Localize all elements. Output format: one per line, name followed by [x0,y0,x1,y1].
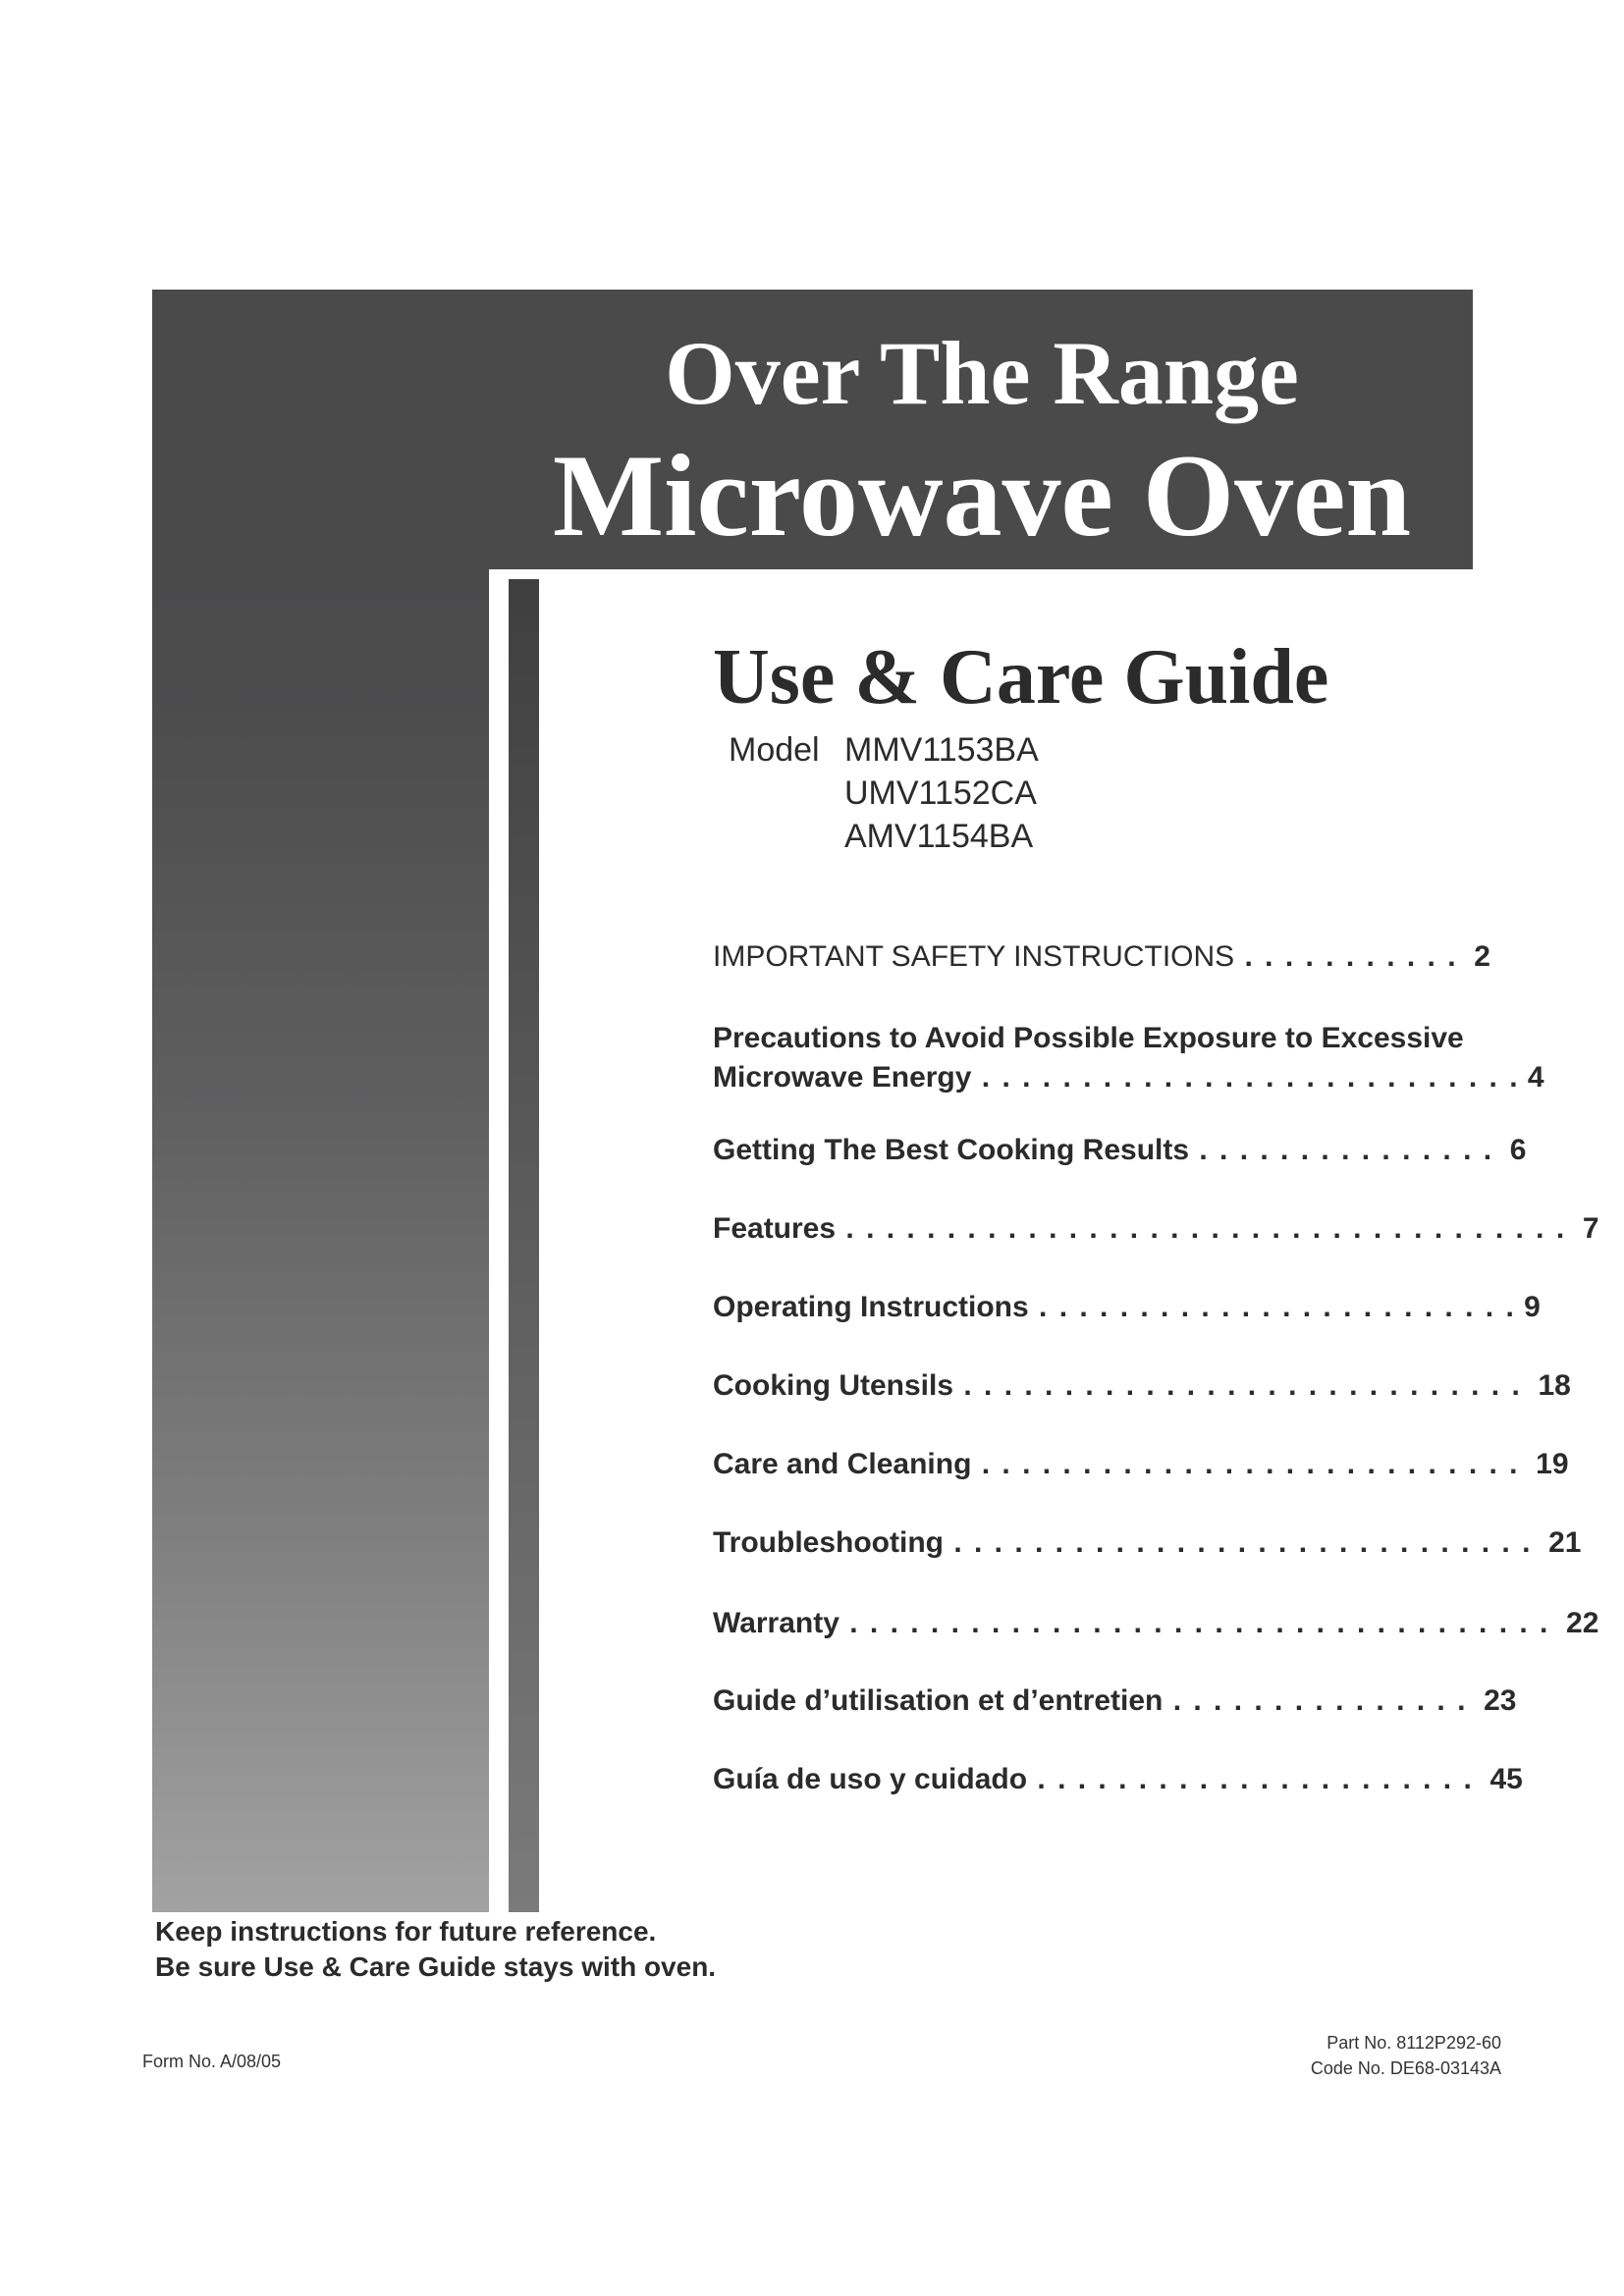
toc-leader: . . . . . . . . . . . . . . . . . . . . . . . . . . . . . [943,1526,1533,1559]
toc-entry-features[interactable] [713,1209,1599,1249]
toc-label: Warranty [713,1607,839,1639]
part-number: Part No. 8112P292-60 [1326,2033,1501,2053]
toc-page: 23 [1484,1684,1517,1717]
toc-entry-troubleshooting[interactable] [713,1523,1582,1563]
toc-leader: . . . . . . . . . . . [1234,940,1458,973]
toc-page: 45 [1489,1763,1523,1795]
toc-entry-cooking-results[interactable] [713,1131,1527,1170]
cover-title-line2: Microwave Oven [552,430,1412,561]
toc-entry-safety[interactable] [713,937,1489,977]
form-number: Form No. A/08/05 [142,2052,282,2071]
keep-note-line1: Keep instructions for future reference. [155,1916,657,1947]
toc-label: Getting The Best Cooking Results [713,1134,1190,1166]
toc-label: Troubleshooting [713,1526,944,1559]
keep-note-line2: Be sure Use & Care Guide stays with oven. [155,1951,717,1982]
toc-label-continued: Microwave Energy [713,1061,972,1094]
toc-leader: . . . . . . . . . . . . . . . . . . . . . . . . . . . [971,1448,1520,1480]
toc-page: 22 [1566,1607,1599,1639]
toc-leader: . . . . . . . . . . . . . . . . . . . . . . . . . . . . [953,1369,1522,1402]
toc-page: 9 [1524,1291,1541,1323]
toc-entry-guia-espanol[interactable] [713,1760,1523,1799]
toc-leader: . . . . . . . . . . . . . . . . . . . . . . . . . . . [971,1061,1520,1094]
toc-label: Guía de uso y cuidado [713,1763,1028,1795]
toc-label: Precautions to Avoid Possible Exposure to Excessive [713,1022,1464,1054]
toc-leader: . . . . . . . . . . . . . . . . . . . . . . . . . . . . . . . . . . . [839,1607,1550,1639]
toc-label: Care and Cleaning [713,1448,972,1480]
toc-entry-care-cleaning[interactable] [713,1445,1569,1484]
toc-entry-utensils[interactable] [713,1366,1571,1406]
toc-label: Features [713,1212,837,1245]
toc-page: 4 [1527,1061,1544,1094]
toc-leader: . . . . . . . . . . . . . . . . . . . . . . . . [1028,1291,1516,1323]
part-code-block [1311,2030,1501,2081]
toc-page: 6 [1509,1134,1527,1166]
toc-page: 2 [1474,940,1490,973]
toc-page: 7 [1582,1212,1599,1245]
model-list [729,728,1039,858]
toc-leader: . . . . . . . . . . . . . . . [1189,1134,1494,1166]
toc-label: Guide d’utilisation et d’entretien [713,1684,1164,1717]
toc-entry-warranty[interactable] [713,1604,1599,1643]
model-number: MMV1153BA [844,731,1039,769]
toc-leader: . . . . . . . . . . . . . . . . . . . . . . [1027,1763,1474,1795]
toc-entry-operating[interactable] [713,1288,1541,1327]
toc-entry-precautions[interactable] [713,1019,1544,1097]
toc-page: 19 [1536,1448,1569,1480]
toc-page: 21 [1548,1526,1582,1559]
model-label: Model [729,731,820,769]
cover-title-line1: Over The Range [665,323,1299,423]
cover-accent-strip [509,579,539,1912]
model-number: AMV1154BA [844,818,1034,855]
model-number: UMV1152CA [844,774,1037,812]
toc-label: IMPORTANT SAFETY INSTRUCTIONS [713,940,1235,973]
toc-entry-guide-francais[interactable] [713,1682,1517,1721]
toc-page: 18 [1538,1369,1571,1402]
toc-leader: . . . . . . . . . . . . . . . . . . . . . . . . . . . . . . . . . . . . [836,1212,1567,1245]
keep-instructions-note [155,1914,716,1985]
cover-left-band [152,569,489,1912]
toc-leader: . . . . . . . . . . . . . . . [1163,1684,1468,1717]
toc-label: Operating Instructions [713,1291,1029,1323]
code-number: Code No. DE68-03143A [1310,2058,1501,2078]
guide-title: Use & Care Guide [713,634,1329,721]
toc-label: Cooking Utensils [713,1369,954,1402]
